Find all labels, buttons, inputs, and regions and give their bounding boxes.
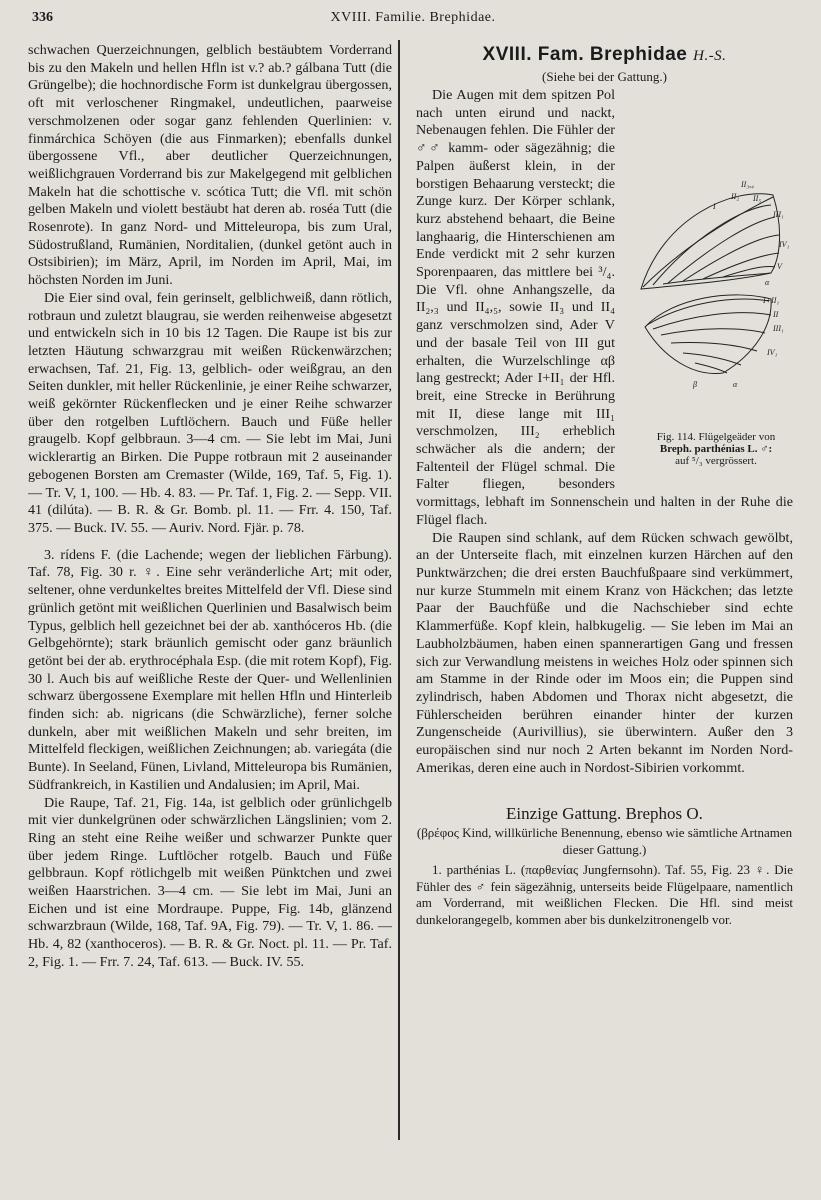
left-column: [28, 42, 392, 972]
vein-label: V: [777, 262, 782, 271]
family-heading: [416, 44, 793, 67]
paragraph-larvae: Die Raupen sind schlank, auf dem Rücken schwach gewölbt, an der Unterseite flach, mit einzelnen kurzen Härchen auf den Punktwärzchen; die drei ersten Bauchfußpaare sind verkümmert, nur kurze Stummeln mit einem Kranz von Häckchen; das letzte Paar der Bauchfüße und die Nachschieber sind echte Klammerfüße. Kopf klein, halbkugelig. — Sie leben im Mai an Laubholzbäumen, haben einen spannerartigen Gang und fressen sich zur Verwandlung meistens in weiches Holz oder spinnen sich am Stamme in der Rinde oder im Moos ein; die Puppen sind zylindrisch, haben Abdomen und Thorax nicht abgesetzt, die Fühlerscheiden berühren einander hinter der kurzen Zungenscheide (Aurivillius), sie überwintern. Außer den 3 europäischen sind nur noch 2 Arten bekannt im Norden Nord-Amerikas, deren eine auch in Nordost-Sibirien vorkommt.: [416, 529, 793, 776]
genus-subtitle: (βρέφος Kind, willkürliche Benennung, ebenso wie sämtliche Artnamen dieser Gattung.): [416, 825, 793, 857]
genus-heading: Einzige Gattung. Brephos O.: [506, 804, 703, 824]
figure-caption: [623, 431, 793, 467]
vein-label: α: [733, 380, 738, 389]
caption-line: Breph. parthénias L. ♂:: [659, 443, 773, 455]
right-column: [416, 42, 793, 928]
paragraph-parthenias: 1. parthénias L. (παρθενίας Jungfernsohn). Taf. 55, Fig. 23 ♀. Die Fühler des ♂ fein sägezähnig, unterseits beide Flügelpaare, namentlich am Vorderrand, mit weißlichen Flecken. Die Hfl. sind meist dunkelorangegelb, kommen aber bis dunkelzitronengelb vor.: [416, 862, 793, 927]
column-divider: [398, 40, 400, 1140]
vein-label: IV₁: [767, 348, 778, 357]
vein-label: α: [765, 278, 770, 287]
paragraph-ridens-larva: Die Raupe, Taf. 21, Fig. 14a, ist gelblich oder grünlichgelb mit vier dunkelgrünen oder schwärzlichen Längslinien; vom 2. Ring an steht eine Reihe weißer und schwarzer Punkte quer über jedem Ringe. Luftlöcher rotgelb. Bauch und Füße gelbbraun. Kopf rötlichgelb mit weißen Pünktchen und zwei weißen Haarstrichen. 3—4 cm. — Sie lebt im Mai, Juni an Eichen und ist eine Mordraupe. Puppe, Fig. 14b, glänzend schwarzbraun (Wilde, 168, Taf. 9A, Fig. 79). — Tr. V, 1. 86. — Hb. 4, 82 (xanthoceros). — B. R. & Gr. Noct. pl. 11. — Pr. Taf. 2, Fig. 1. — Frr. 7. 24, Taf. 613. — Buck. IV. 55.: [28, 794, 392, 970]
paragraph-eggs-larva: Die Eier sind oval, fein gerinselt, gelblichweiß, dann rötlich, rotbraun und zuletzt blaugrau, sie werden reihenweise abgesetzt und entwickeln sich in 10 bis 12 Tagen. Die Raupe ist bis zur letzten Häutung schwarzgrau mit weißen Rückenwärzchen; erwachsen, Taf. 21, Fig. 13, gelblich- oder weißgrau, an den Seiten dunkler, mit heller Rückenlinie, je einer Reihe schwarzer, weiß gekörnter Rückenflecken und je einer Reihe schwarzer über den rotgelben Luftlöchern. Bauch und Füße heller graugelb. Kopf gelbbraun. 3—4 cm. — Sie lebt im Mai, Juni wicklerartig an Birken. Die Puppe rotbraun mit 2 auseinander gebogenen Borsten am Cremaster (Wilde, 169, Taf. 5, Fig. 1). — Tr. V, 1, 100. — Hb. 4. 83. — Pr. Taf. 1, Fig. 2. — Sepp. VII. 41 (dilúta). — B. R. & Gr. Bomb. pl. 11. — Frr. 4. 150, Taf. 375. — Buck. IV. 55. — Auriv. Nord. Fjär. p. 78.: [28, 289, 392, 536]
vein-label: III₁: [773, 324, 784, 333]
wing-venation-drawing: [623, 177, 793, 427]
page-number: 336: [32, 10, 53, 25]
vein-label: β: [693, 380, 697, 389]
family-author: H.-S.: [693, 48, 727, 64]
paragraph-variants: schwachen Querzeichnungen, gelblich bestäubtem Vorderrand bis zu den Makeln und hellen Hfln ist v.? ab.? gálbana Tutt (die Grüngelbe); die hochnordische Form ist dunkelgrau übergossen, oft mit verloschener Ringmakel, undeutlichen, paarweise verschmolzenen oder sogar ganz fehlenden Querlinien: v. finmárchica Schöyen (die aus Finmarken); ebenfalls dunkel übergossene Vfl., aber deutlicher Querzeichnungen, weißlichgrauen Vorderrand bis zur Makelgegend mit gelblichen Makeln hat die schottische v. scótica Tutt; die Vfl. mit schön gelben Makeln und violett bestäubt hat deren ab. roséa Tutt (die Rosenrote). In ganz Nord- und Mitteleuropa, bis zum Ural, Südostrußland, Rumänien, Norditalien, (dunkel getönt auch in Ostsibirien); im März, April, im Norden im April, Mai, im höchsten Norden im Juni.: [28, 42, 392, 289]
family-description-text: Die Augen mit dem spitzen Pol nach unten eirund und nackt, Nebenaugen fehlen. Die Fühler der ♂♂ kamm- oder sägezähnig; die Palpen äußerst klein, in der borstigen Behaarung versteckt; die Zunge kurz. Der Körper schlank, kurz abstehend behaart, die Beine langhaarig, die Hinterschienen am Ende verdickt mit 2 sehr kurzen Sporenpaaren, das mittlere bei ³/₄. Die Vfl. ohne Anhangszelle, da II₂,₃ und II₄,₅, sowie II₃ und II₄ ganz verschmolzen sind, Ader V und der basale Teil von III gut erhalten, die Wurzelschlinge αβ lang gestreckt; Ader I+II₁ der Hfl. breit, eine Strecke in Berührung mit II, diese lange mit III₁ verschmolzen, III₂ erheblich schwächer als die andern; der Faltenteil der Flügel schmal. Die Falter fliegen, besonders vormittags, lebhaft im Sonnenschein und halten in der Ruhe die Flügel flach.: [416, 87, 793, 528]
paragraph-ridens: 3. rídens F. (die Lachende; wegen der lieblichen Färbung). Taf. 78, Fig. 30 r. ♀. Eine sehr veränderliche Art; mit oder, seltener, ohne verdunkeltes breites Mittelfeld der Vfl. Diese sind grünlich getönt mit weißlichen Querlinien und Basalwisch beim Typus, gelblich hell gezeichnet bei der ab. xanthóceros Hb. (die Gelbgehörnte); stark bräunlich gemischt oder ganz bräunlich getönt bei der ab. erythrocéphala Esp. (die mit rotem Kopf), Fig. 30 l. Auch bis auf weißliche Reste der Quer- und Wellenlinien schwarz übergossene Exemplare mit hellen Hfln und Hinterleib finden sich: ab. nigricans (die Schwärzliche), ferner solche dunkeln, aber mit weißlichen Makeln und sehr breiten, im Mittelfeld fleckigen, weißlichen Zeichnungen; ab. variegáta (die Bunte). In Seeland, Fünen, Livland, Mitteleuropa bis Rumänien, Südfrankreich, in Kastilien und Andalusien; im April, Mai.: [28, 546, 392, 793]
page-header: [28, 10, 798, 30]
caption-line: Fig. 114. Flügelgeäder von: [656, 431, 776, 443]
family-title: XVIII. Fam. Brephidae: [482, 44, 688, 65]
running-title: XVIII. Familie. Brephidae.: [330, 10, 496, 25]
vein-label: II: [773, 310, 779, 319]
vein-label: I: [713, 202, 716, 211]
wing-venation-figure: [623, 177, 793, 477]
paragraph-family-description: [416, 87, 793, 530]
vein-label: II₃,₄: [741, 180, 754, 189]
caption-line: auf ⁵/₃ vergrössert.: [675, 455, 757, 467]
family-subtitle: (Siehe bei der Gattung.): [542, 69, 667, 84]
vein-label: II₅: [753, 194, 762, 203]
vein-label: III₁: [773, 210, 784, 219]
vein-label: II₂: [731, 192, 740, 201]
vein-label: IV₁: [779, 240, 790, 249]
vein-label: I+II₁: [763, 296, 780, 305]
